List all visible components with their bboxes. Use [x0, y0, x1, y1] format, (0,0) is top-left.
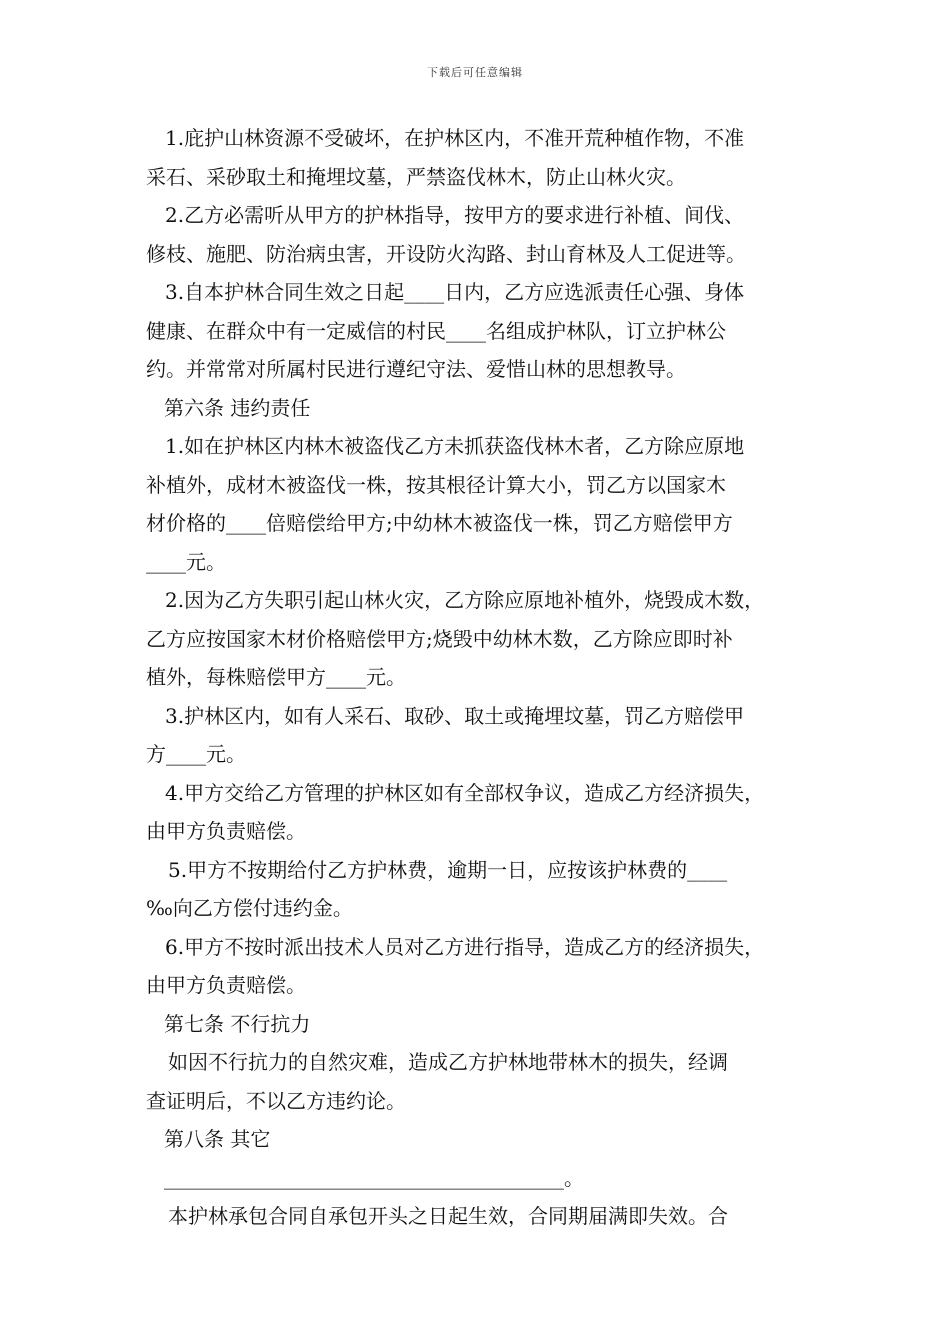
- text-line: 修枝、施肥、防治病虫害，开设防火沟路、封山育林及人工促进等。: [146, 241, 746, 266]
- text-line: 由甲方负责赔偿。: [146, 973, 306, 997]
- page-header: 下载后可任意编辑: [427, 66, 523, 79]
- text-line: 查证明后，不以乙方违约论。: [146, 1088, 406, 1113]
- text-line: 植外，每株赔偿甲方____元。: [146, 665, 406, 689]
- text-line: 由甲方负责赔偿。: [146, 819, 306, 843]
- text-line: 1.庇护山林资源不受破坏，在护林区内，不准开荒种植作物，不准: [165, 126, 745, 150]
- text-line: 健康、在群众中有一定威信的村民____名组成护林队，订立护林公: [146, 318, 726, 343]
- text-line: 6.甲方不按时派出技术人员对乙方进行指导，造成乙方的经济损失，: [165, 934, 765, 959]
- text-line: 补植外，成材木被盗伐一株，按其根径计算大小，罚乙方以国家木: [146, 472, 726, 497]
- text-line: 本护林承包合同自承包开头之日起生效，合同期届满即失效。合: [168, 1204, 728, 1228]
- text-line: 2.因为乙方失职引起山林火灾，乙方除应原地补植外，烧毁成木数，: [165, 588, 765, 612]
- blank-line: ________________________________________。: [164, 1165, 584, 1190]
- text-line: 5.甲方不按期给付乙方护林费，逾期一日，应按该护林费的____: [168, 857, 728, 882]
- text-line: 3.护林区内，如有人采石、取砂、取土或掩埋坟墓，罚乙方赔偿甲: [165, 703, 745, 728]
- text-line: 采石、采砂取土和掩埋坟墓，严禁盗伐林木，防止山林火灾。: [146, 164, 686, 189]
- document-body: [146, 119, 812, 1236]
- text-line: 材价格的____倍赔偿给甲方;中幼林木被盗伐一株，罚乙方赔偿甲方: [146, 511, 733, 535]
- text-line: 乙方应按国家木材价格赔偿甲方;烧毁中幼林木数，乙方除应即时补: [146, 626, 733, 651]
- section-heading: 第七条 不行抗力: [164, 1011, 311, 1036]
- text-line: 如因不行抗力的自然灾难，造成乙方护林地带林木的损失，经调: [168, 1050, 728, 1074]
- section-heading: 第六条 违约责任: [164, 395, 311, 420]
- text-line: 4.甲方交给乙方管理的护林区如有全部权争议，造成乙方经济损失，: [165, 780, 765, 805]
- text-line: 约。并常常对所属村民进行遵纪守法、爱惜山林的思想教导。: [146, 357, 686, 381]
- text-line: ____元。: [146, 549, 226, 574]
- text-line: 3.自本护林合同生效之日起____日内，乙方应选派责任心强、身体: [165, 280, 745, 304]
- text-line: 方____元。: [146, 742, 246, 766]
- text-line: 1.如在护林区内林木被盗伐乙方未抓获盗伐林木者，乙方除应原地: [165, 434, 745, 458]
- section-heading: 第八条 其它: [164, 1127, 271, 1151]
- text-line: ‰向乙方偿付违约金。: [146, 896, 353, 920]
- text-line: 2.乙方必需听从甲方的护林指导，按甲方的要求进行补植、间伐、: [165, 203, 745, 227]
